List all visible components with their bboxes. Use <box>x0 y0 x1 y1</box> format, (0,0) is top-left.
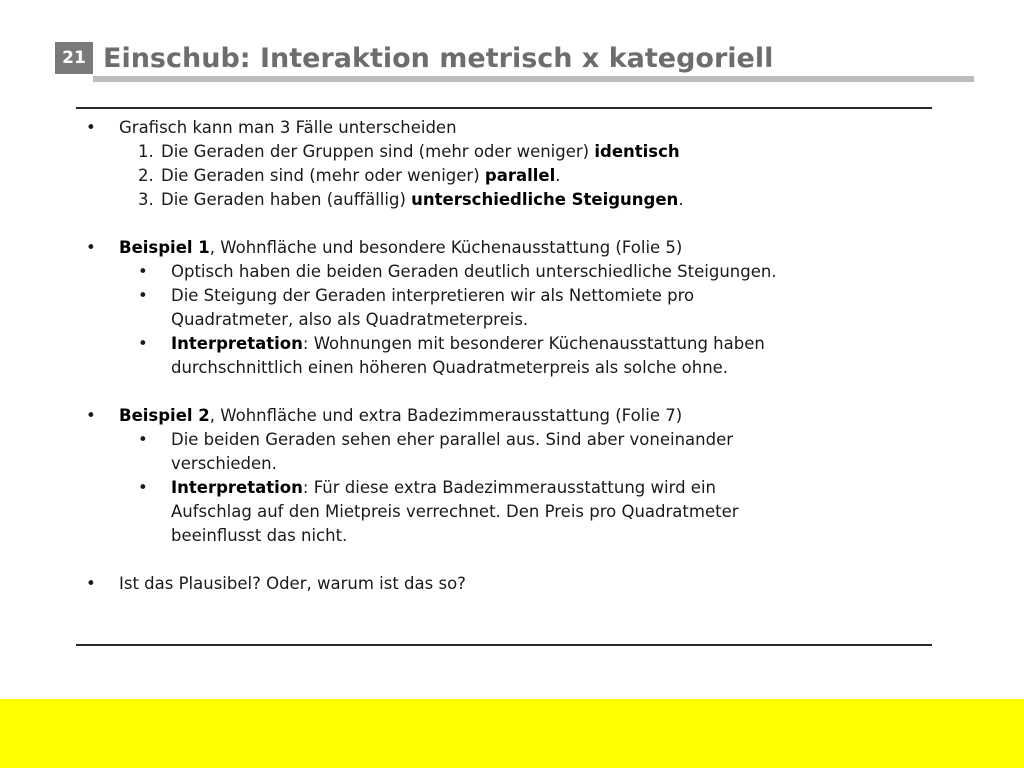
bullet-icon: • <box>138 430 148 449</box>
bullet-icon: • <box>138 334 148 353</box>
bullet-item: • Grafisch kann man 3 Fälle unterscheiden <box>86 116 926 140</box>
slide-content <box>86 116 926 596</box>
sub-bullet-continuation: durchschnittlich einen höheren Quadratmeterpreis als solche ohne. <box>171 358 729 377</box>
sub-bullet-continuation: beeinflusst das nicht. <box>171 526 348 545</box>
bullet-icon: • <box>138 262 148 281</box>
sub-bullet-item: • Die beiden Geraden sehen eher parallel aus. Sind aber voneinander <box>86 428 926 452</box>
bullet-icon: • <box>86 118 96 137</box>
bullet-item: • Beispiel 2, Wohnfläche und extra Badezimmerausstattung (Folie 7) <box>86 404 926 428</box>
bullet-item: • Ist das Plausibel? Oder, warum ist das so? <box>86 572 926 596</box>
slide-number-badge: 21 <box>55 42 93 74</box>
sub-bullet-continuation: Aufschlag auf den Mietpreis verrechnet. Den Preis pro Quadratmeter <box>171 502 739 521</box>
numbered-item: 3. Die Geraden haben (auffällig) unterschiedliche Steigungen. <box>138 190 684 209</box>
bullet-icon: • <box>138 286 148 305</box>
sub-bullet-item: • Optisch haben die beiden Geraden deutlich unterschiedliche Steigungen. <box>86 260 926 284</box>
slide-title: Einschub: Interaktion metrisch x kategoriell <box>103 43 774 74</box>
bullet-icon: • <box>138 478 148 497</box>
bullet-icon: • <box>86 238 96 257</box>
content-top-rule <box>76 107 932 109</box>
footer-bar <box>0 699 1024 768</box>
bullet-icon: • <box>86 406 96 425</box>
content-bottom-rule <box>76 644 932 646</box>
sub-bullet-continuation: Quadratmeter, also als Quadratmeterpreis. <box>171 310 529 329</box>
bullet-item: • Beispiel 1, Wohnfläche und besondere Küchenausstattung (Folie 5) <box>86 236 926 260</box>
bullet-icon: • <box>86 574 96 593</box>
sub-bullet-continuation: verschieden. <box>171 454 277 473</box>
title-underline <box>93 76 974 82</box>
sub-bullet-item: • Die Steigung der Geraden interpretieren wir als Nettomiete pro <box>86 284 926 308</box>
sub-bullet-item: • Interpretation: Für diese extra Badezimmerausstattung wird ein <box>86 476 926 500</box>
numbered-item: 2. Die Geraden sind (mehr oder weniger) parallel. <box>138 166 561 185</box>
numbered-item: 1. Die Geraden der Gruppen sind (mehr oder weniger) identisch <box>138 142 680 161</box>
sub-bullet-item: • Interpretation: Wohnungen mit besonderer Küchenausstattung haben <box>86 332 926 356</box>
